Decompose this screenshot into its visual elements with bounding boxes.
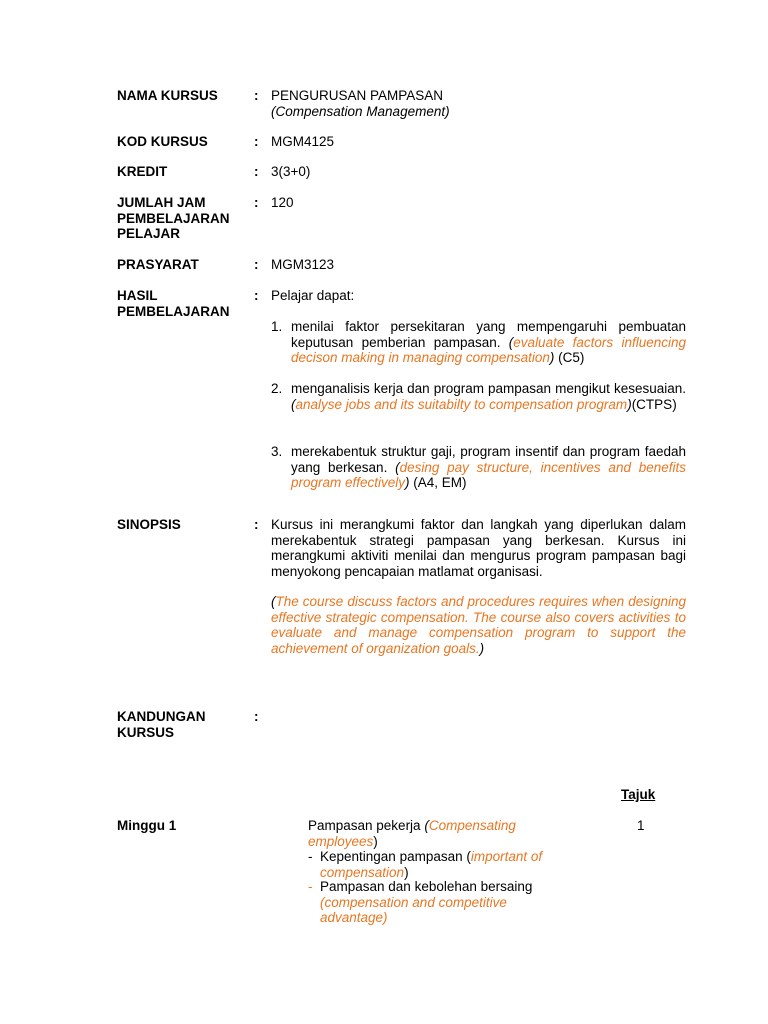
study-hours-label — [117, 195, 230, 242]
colon: : — [254, 709, 259, 724]
course-name-english: (Compensation Management) — [271, 103, 450, 119]
dash-bullet: - — [308, 879, 313, 894]
synopsis-label: SINOPSIS — [117, 517, 181, 532]
paren-close: ) — [373, 833, 378, 849]
synopsis-malay: Kursus ini merangkumi faktor dan langkah yang diperlukan dalam merekabentuk strategi pampasan yang berkesan. Kursus ini merangkumi aktiviti menilai dan mengurus program pampasan bagi menyokong pencapaian matlamat organisasi. — [271, 517, 686, 579]
credit-label: KREDIT — [117, 164, 168, 179]
item-code: (C5) — [554, 350, 585, 365]
topic-title — [308, 818, 568, 849]
subtopic-item — [308, 849, 568, 880]
synopsis-english — [271, 594, 686, 656]
learning-outcome-item — [271, 444, 686, 491]
week-label: Minggu 1 — [117, 818, 177, 833]
course-code-label: KOD KURSUS — [117, 134, 208, 149]
study-hours-label-line: PEMBELAJARAN — [117, 210, 230, 226]
prerequisite-label: PRASYARAT — [117, 257, 199, 272]
item-code: (A4, EM) — [409, 475, 467, 490]
credit-value: 3(3+0) — [271, 164, 311, 179]
course-name-value — [271, 88, 450, 119]
learning-outcomes-label-line: HASIL — [117, 288, 158, 303]
paren-open: ( — [424, 818, 429, 833]
prerequisite-value: MGM3123 — [271, 257, 335, 272]
colon: : — [254, 257, 259, 272]
item-text — [291, 381, 686, 412]
paren-close: ) — [627, 396, 632, 412]
course-content-label-line: KANDUNGAN — [117, 709, 206, 724]
topic-title-malay: Pampasan pekerja — [308, 818, 425, 833]
course-name-malay: PENGURUSAN PAMPASAN — [271, 88, 444, 103]
paren-open: ( — [508, 334, 514, 350]
item-text-malay: merekabentuk struktur gaji, program insentif dan program faedah yang berkesan. — [291, 444, 686, 475]
study-hours-label-line: PELAJAR — [117, 226, 181, 241]
paren-close: ) — [549, 350, 555, 365]
topic-title-english: Compensating employees — [308, 818, 516, 849]
learning-outcome-item — [271, 381, 686, 412]
item-text — [291, 319, 686, 366]
topic-column-header: Tajuk — [621, 787, 656, 802]
colon: : — [254, 164, 259, 179]
learning-outcomes-intro: Pelajar dapat: — [271, 288, 355, 303]
colon: : — [254, 288, 259, 303]
colon: : — [254, 517, 259, 532]
paren-open: ( — [271, 594, 276, 609]
colon: : — [254, 195, 259, 210]
item-text — [291, 444, 686, 491]
subtopic-item — [308, 879, 568, 926]
subtopic-malay: Pampasan dan kebolehan bersaing — [320, 879, 533, 894]
item-number: 2. — [271, 381, 283, 396]
subtopic-malay: Kepentingan pampasan — [320, 849, 467, 864]
item-number: 1. — [271, 319, 283, 334]
paren-close: ) — [404, 864, 409, 880]
learning-outcomes-label-line: PEMBELAJARAN — [117, 303, 230, 319]
colon: : — [254, 88, 259, 103]
item-text-malay: menganalisis kerja dan program pampasan mengikut kesesuaian. — [291, 381, 686, 396]
subtopic-english: important of compensation — [320, 849, 543, 880]
course-name-label: NAMA KURSUS — [117, 88, 218, 103]
subtopic-english: (compensation and competitive advantage) — [320, 894, 507, 925]
subtopic-text — [320, 879, 568, 926]
colon: : — [254, 134, 259, 149]
subtopic-text — [320, 849, 568, 880]
paren-close: ) — [405, 475, 410, 490]
dash-bullet: - — [308, 849, 313, 864]
course-code-value: MGM4125 — [271, 134, 335, 149]
paren-open: ( — [291, 396, 296, 412]
item-text-malay: menilai faktor persekitaran yang mempengaruhi pembuatan keputusan pemberian pampasan. — [291, 319, 686, 350]
learning-outcome-item — [271, 319, 686, 366]
study-hours-label-line: JUMLAH JAM — [117, 195, 206, 210]
synopsis-english-text: The course discuss factors and procedures requires when designing effective strategic compensation. The course also covers activities to evaluate and manage compensation program to support the achievement of organization goals. — [271, 594, 686, 656]
course-content-label-line: KURSUS — [117, 724, 175, 740]
item-code: (CTPS) — [631, 396, 677, 412]
paren-open: ( — [466, 849, 471, 864]
topic-number: 1 — [637, 818, 645, 833]
paren-close: ) — [479, 640, 485, 656]
paren-open: ( — [395, 459, 400, 475]
item-text-english: desing pay structure, incentives and benefits program effectively — [291, 459, 686, 490]
item-text-english: analyse jobs and its suitabilty to compensation program — [295, 396, 628, 412]
course-content-label — [117, 709, 206, 740]
item-text-english: evaluate factors influencing decison making in managing compensation — [291, 334, 686, 365]
study-hours-value: 120 — [271, 195, 294, 210]
learning-outcomes-label — [117, 288, 230, 319]
item-number: 3. — [271, 444, 283, 459]
